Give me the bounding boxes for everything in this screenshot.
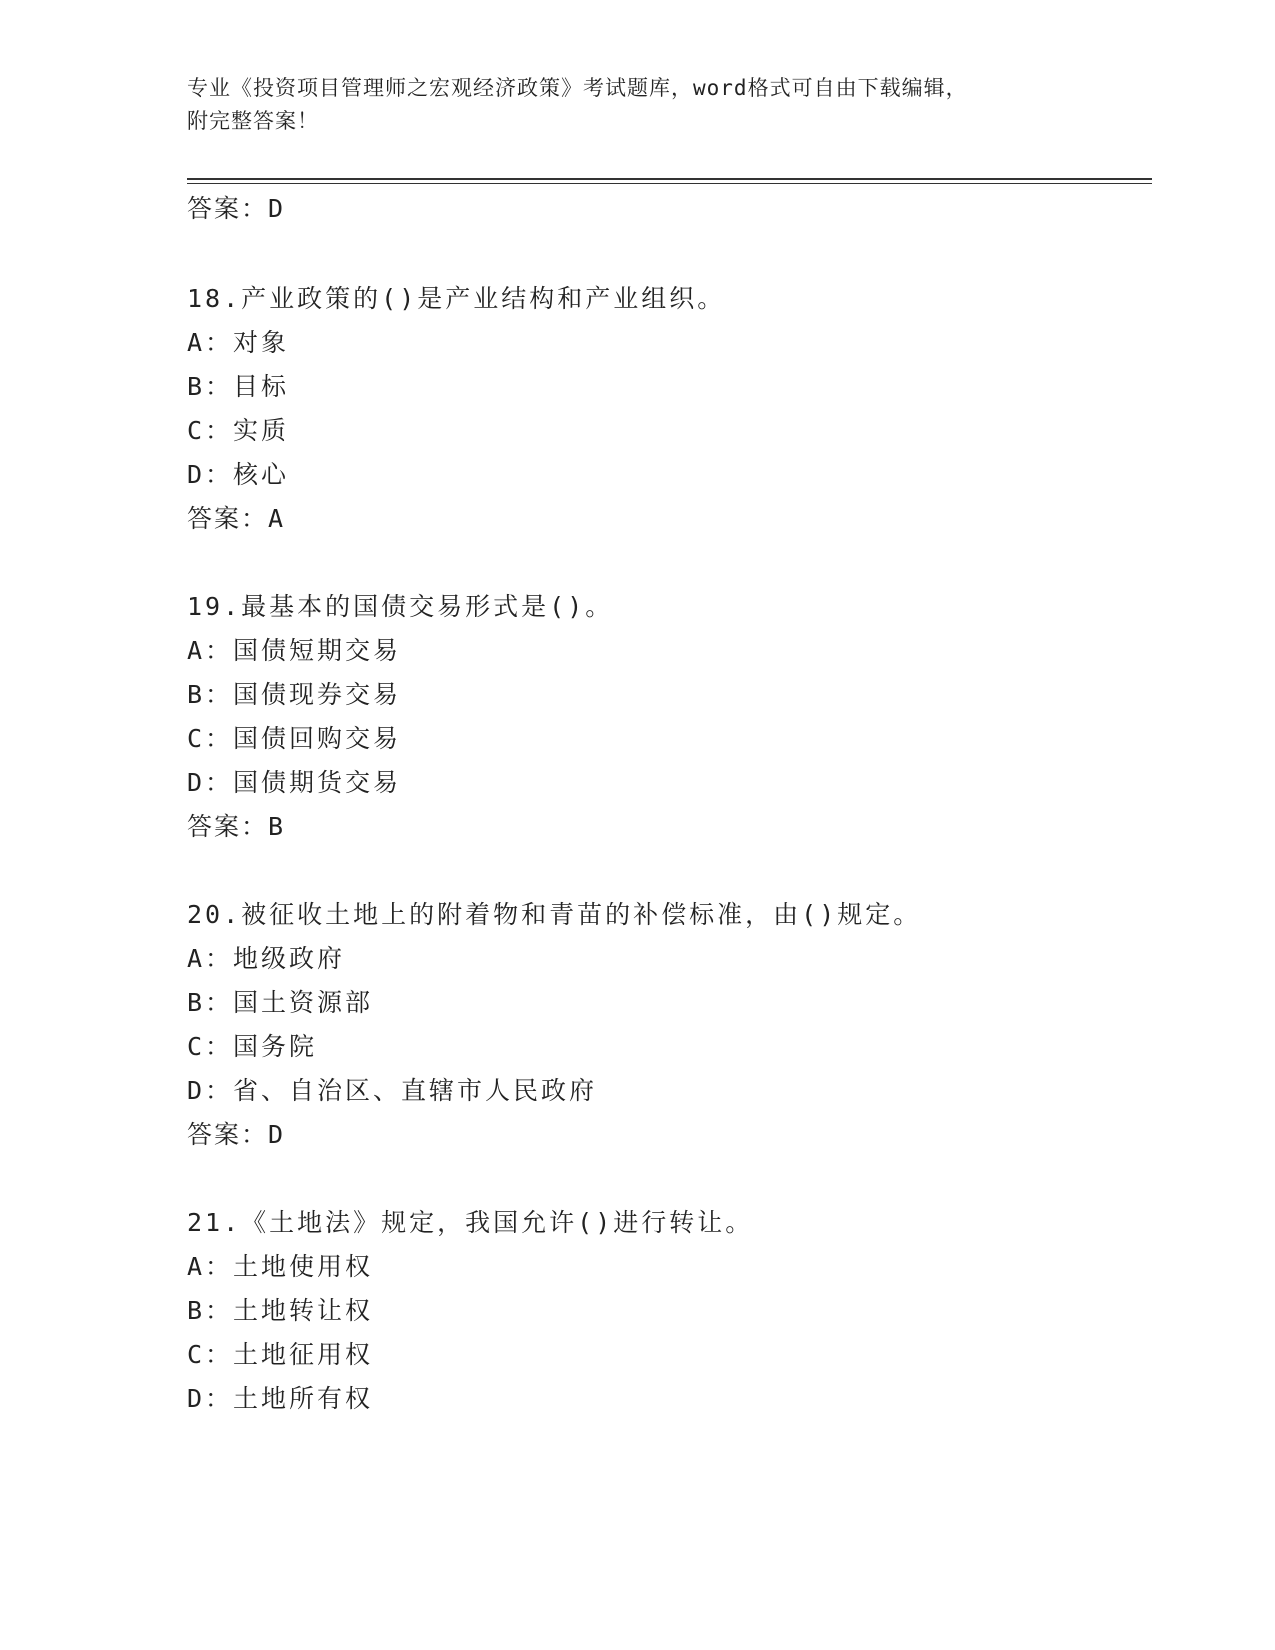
question-20-answer: 答案：D: [187, 1120, 286, 1149]
question-20-option-c: C：国务院: [187, 1032, 318, 1061]
question-18-option-d: D：核心: [187, 460, 290, 489]
question-21-option-a: A：土地使用权: [187, 1252, 374, 1281]
question-18-option-b: B：目标: [187, 372, 290, 401]
question-21-option-b: B：土地转让权: [187, 1296, 374, 1325]
document-header: [187, 72, 1087, 138]
header-rule-thick: [187, 178, 1152, 180]
header-line-1: 专业《投资项目管理师之宏观经济政策》考试题库，word格式可自由下载编辑，: [187, 76, 968, 100]
question-19-option-b: B：国债现券交易: [187, 680, 402, 709]
question-20-option-a: A：地级政府: [187, 944, 346, 973]
question-19-option-a: A：国债短期交易: [187, 636, 402, 665]
question-21-option-c: C：土地征用权: [187, 1340, 374, 1369]
question-19-answer: 答案：B: [187, 812, 286, 841]
header-line-2: 附完整答案！: [187, 109, 319, 133]
answer-17: 答案：D: [187, 194, 286, 223]
question-18-option-a: A：对象: [187, 328, 290, 357]
question-19-option-d: D：国债期货交易: [187, 768, 402, 797]
question-18-answer: 答案：A: [187, 504, 286, 533]
question-20-option-b: B：国土资源部: [187, 988, 374, 1017]
question-21-stem: 21.《土地法》规定，我国允许()进行转让。: [187, 1208, 754, 1237]
question-19-option-c: C：国债回购交易: [187, 724, 402, 753]
question-18-option-c: C：实质: [187, 416, 290, 445]
question-18-stem: 18.产业政策的()是产业结构和产业组织。: [187, 284, 726, 313]
header-rule-thin: [187, 183, 1152, 184]
question-20-stem: 20.被征收土地上的附着物和青苗的补偿标准，由()规定。: [187, 900, 922, 929]
question-21-option-d: D：土地所有权: [187, 1384, 374, 1413]
question-20-option-d: D：省、自治区、直辖市人民政府: [187, 1076, 598, 1105]
question-19-stem: 19.最基本的国债交易形式是()。: [187, 592, 614, 621]
